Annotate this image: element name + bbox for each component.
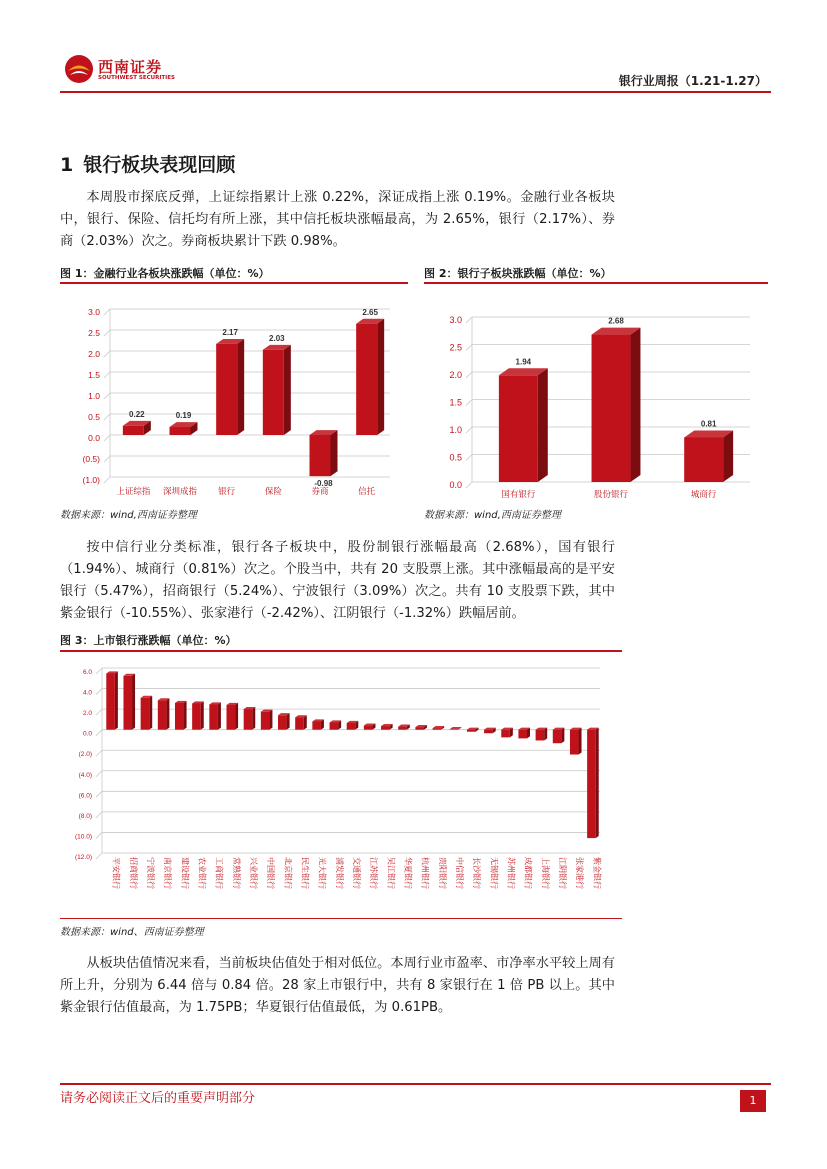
bar <box>312 721 321 729</box>
bar <box>415 727 424 730</box>
x-tick-label: 浦发银行 <box>334 857 344 889</box>
grid-wall-line <box>96 750 102 756</box>
x-tick-label: 上证综指 <box>116 487 151 497</box>
x-tick-label: 股份银行 <box>593 490 629 500</box>
figure-2-source: 数据来源：wind,西南证券整理 <box>424 510 561 521</box>
bar <box>310 435 331 476</box>
bar <box>244 709 253 730</box>
bar <box>123 426 144 435</box>
y-tick-label: 3.0 <box>449 315 462 325</box>
x-tick-label: 交通银行 <box>352 857 361 889</box>
x-tick-label: 苏州银行 <box>506 857 516 889</box>
bar <box>209 704 218 729</box>
bar-side <box>561 728 564 744</box>
grid-wall-line <box>96 709 102 715</box>
figure-1-chart <box>60 285 408 500</box>
bar <box>158 700 167 729</box>
x-tick-label: 城商行 <box>690 490 717 500</box>
figure-3-source: 数据来源：wind、西南证券整理 <box>60 927 204 938</box>
y-tick-label: 0.0 <box>449 480 462 490</box>
figure-2-svg <box>424 285 768 500</box>
y-tick-label: 1.0 <box>88 391 100 401</box>
figure-2-chart <box>424 285 768 500</box>
x-tick-label: 无锡银行 <box>489 857 499 889</box>
x-tick-label: 上海银行 <box>540 857 550 889</box>
grid-wall-line <box>466 455 472 461</box>
header-divider <box>60 91 771 93</box>
bar-side <box>630 328 640 482</box>
bar <box>381 726 390 730</box>
figure-3-title: 图 3：上市银行涨跌幅（单位：%） <box>60 634 237 647</box>
x-tick-label: 深圳成指 <box>162 487 198 497</box>
logo-subtext: SOUTHWEST SECURITIES <box>98 75 175 81</box>
grid-wall-line <box>96 812 102 818</box>
grid-wall-line <box>104 456 110 462</box>
figure-3-svg <box>60 653 622 918</box>
data-label: 0.22 <box>129 409 145 419</box>
bar <box>484 730 493 734</box>
bar-side <box>723 430 733 482</box>
bar <box>450 729 459 730</box>
bar-side <box>538 368 548 482</box>
page-number: 1 <box>740 1090 766 1112</box>
x-tick-label: 江阴银行 <box>558 857 568 889</box>
y-tick-label: (4.0) <box>78 771 92 779</box>
y-tick-label: 3.0 <box>88 307 100 317</box>
bar-top <box>450 727 462 729</box>
grid-wall-line <box>104 414 110 420</box>
grid-wall-line <box>96 771 102 777</box>
bar-side <box>252 707 255 730</box>
x-tick-label: 国有银行 <box>501 490 536 500</box>
bar <box>467 730 476 732</box>
y-tick-label: (1.0) <box>82 475 100 485</box>
y-tick-label: (6.0) <box>78 792 92 800</box>
data-label: 2.03 <box>269 333 285 343</box>
data-label: -0.98 <box>314 479 333 489</box>
y-tick-label: 0.0 <box>82 730 92 738</box>
y-tick-label: 2.0 <box>88 349 100 359</box>
bar <box>347 723 356 730</box>
y-tick-label: (12.0) <box>75 854 92 861</box>
bar-side <box>579 728 582 755</box>
y-tick-label: 2.5 <box>88 328 100 338</box>
x-tick-label: 北京银行 <box>283 857 293 889</box>
logo-icon <box>64 54 94 84</box>
y-tick-label: 1.0 <box>449 425 462 435</box>
data-label: 0.81 <box>700 419 717 429</box>
bar-side <box>287 713 290 729</box>
grid-wall-line <box>96 668 102 674</box>
figure-3-chart <box>60 653 622 918</box>
x-tick-label: 招商银行 <box>128 857 138 889</box>
section-title <box>60 150 235 177</box>
figure-3-rule <box>60 650 622 652</box>
bar-side <box>544 728 547 741</box>
bar <box>587 730 596 838</box>
bar <box>536 730 545 741</box>
paragraph-1: 本周股市探底反弹，上证综指累计上涨 0.22%，深证成指上涨 0.19%。金融行业各板块中，银行、保险、信托均有所上涨，其中信托板块涨幅最高，为 2.65%，银行（2.17%）、券商（2.03%）次之。券商板块累计下跌 0.98%。 <box>60 190 615 249</box>
bar-side <box>132 674 135 730</box>
x-tick-label: 张家港行 <box>575 857 585 889</box>
bar <box>263 350 284 435</box>
grid-wall-line <box>466 345 472 351</box>
x-tick-label: 长沙银行 <box>472 857 482 889</box>
footer-divider <box>60 1083 771 1085</box>
bar-side <box>235 703 238 730</box>
grid-wall-line <box>466 427 472 433</box>
y-tick-label: 0.5 <box>88 412 100 422</box>
bar <box>356 324 377 435</box>
x-tick-label: 中信银行 <box>455 857 465 889</box>
x-tick-label: 银行 <box>218 487 236 497</box>
grid-wall-line <box>104 477 110 483</box>
figure-1-rule <box>60 282 408 284</box>
y-tick-label: 1.5 <box>449 397 462 408</box>
grid-wall-line <box>466 317 472 323</box>
footer-disclaimer: 请务必阅读正文后的重要声明部分 <box>60 1091 256 1106</box>
y-tick-label: 0.5 <box>449 452 462 463</box>
grid-wall-line <box>104 393 110 399</box>
data-label: 2.17 <box>222 327 238 337</box>
y-tick-label: (0.5) <box>82 454 100 464</box>
x-tick-label: 中国银行 <box>266 857 276 889</box>
x-tick-label: 紫金银行 <box>592 857 602 889</box>
bar-side <box>304 715 307 729</box>
x-tick-label: 光大银行 <box>317 857 327 889</box>
bar <box>553 730 562 744</box>
bar <box>278 715 287 729</box>
x-tick-label: 信托 <box>358 487 376 497</box>
grid-wall-line <box>96 853 102 859</box>
grid-wall-line <box>104 372 110 378</box>
y-tick-label: 2.0 <box>82 710 92 718</box>
grid-wall-line <box>466 482 472 488</box>
y-tick-label: 2.5 <box>449 342 462 353</box>
figure-1-source: 数据来源：wind,西南证券整理 <box>60 510 197 521</box>
bar <box>570 730 579 755</box>
bar <box>364 726 373 730</box>
grid-wall-line <box>466 400 472 406</box>
x-tick-label: 民生银行 <box>300 857 310 889</box>
grid-wall-line <box>104 309 110 315</box>
y-tick-label: (2.0) <box>78 751 92 759</box>
bar <box>518 730 527 739</box>
x-tick-label: 常熟银行 <box>231 857 241 889</box>
paragraph-3: 从板块估值情况来看，当前板块估值处于相对低位。本周行业市盈率、市净率水平较上周有所上升，分别为 6.44 倍与 0.84 倍。28 家上市银行中，共有 8 家银行在 1 倍 PB 以上。其中紫金银行估值最高，为 1.75PB；华夏银行估值最低，为 0.61PB。 <box>60 956 615 1015</box>
grid-wall-line <box>466 372 472 378</box>
x-tick-label: 保险 <box>264 487 282 497</box>
x-tick-label: 兴业银行 <box>248 857 258 889</box>
x-tick-label: 工商银行 <box>214 857 224 889</box>
y-tick-label: 6.0 <box>82 669 92 676</box>
bar-side <box>115 671 118 729</box>
x-tick-label: 宁波银行 <box>145 857 155 889</box>
bar-side <box>596 728 599 839</box>
bar-side <box>166 698 169 729</box>
figure-1-title: 图 1：金融行业各板块涨跌幅（单位：%） <box>60 267 270 280</box>
bar-side <box>377 319 384 435</box>
y-tick-label: (8.0) <box>78 812 92 820</box>
x-tick-label: 农业银行 <box>197 857 207 889</box>
x-tick-label: 杭州银行 <box>420 857 430 889</box>
grid-wall-line <box>96 689 102 695</box>
x-tick-label: 券商 <box>311 487 329 497</box>
x-tick-label: 建设银行 <box>180 857 190 889</box>
y-tick-label: (10.0) <box>75 833 92 841</box>
grid-wall-line <box>104 351 110 357</box>
bar <box>501 730 510 738</box>
bar <box>433 728 442 730</box>
data-label: 1.94 <box>515 357 532 367</box>
grid-wall-line <box>104 435 110 441</box>
y-tick-label: 4.0 <box>82 689 92 697</box>
data-label: 0.19 <box>175 411 192 421</box>
x-tick-label: 江苏银行 <box>369 857 379 889</box>
bar-side <box>284 345 291 435</box>
logo-text: 西南证券 <box>98 58 163 76</box>
bar <box>592 335 631 482</box>
bar <box>295 717 304 729</box>
bar <box>499 375 538 482</box>
section-title-text: 银行板块表现回顾 <box>83 154 236 176</box>
bar-side <box>149 696 152 730</box>
bar <box>141 698 150 730</box>
figure-1-svg <box>60 285 408 500</box>
x-tick-label: 南京银行 <box>163 857 173 889</box>
bar <box>123 676 132 730</box>
x-tick-label: 华夏银行 <box>403 857 413 889</box>
bar <box>170 427 191 435</box>
grid-wall-line <box>96 730 102 736</box>
bar <box>192 703 201 729</box>
grid-wall-line <box>96 832 102 838</box>
bar-side <box>237 339 244 435</box>
bar <box>175 703 184 730</box>
y-tick-label: 0.0 <box>88 433 100 443</box>
bar-side <box>269 710 272 730</box>
bar-side <box>331 430 338 476</box>
figure-2-title: 图 2：银行子板块涨跌幅（单位：%） <box>424 267 612 280</box>
data-label: 2.65 <box>362 307 378 317</box>
bar <box>216 344 237 435</box>
bar <box>684 437 723 482</box>
x-tick-label: 平安银行 <box>111 857 121 889</box>
bar-side <box>201 701 204 729</box>
bar <box>261 712 270 730</box>
figure-2-rule <box>424 282 768 284</box>
bar-side <box>218 702 221 729</box>
paragraph-2: 按中信行业分类标准，银行各子板块中，股份制银行涨幅最高（2.68%），国有银行（1.94%）、城商行（0.81%）次之。个股当中，共有 20 支股票上涨。其中涨幅最高的是平安银行（5.47%），招商银行（5.24%）、宁波银行（3.09%）次之。共有 10 支股票下跌，其中紫金银行（-10.55%）、张家港行（-2.42%）、江阴银行（-1.32%）跌幅居前。 <box>60 540 615 621</box>
y-tick-label: 1.5 <box>88 370 100 380</box>
bar <box>398 727 407 730</box>
grid-wall-line <box>96 791 102 797</box>
data-label: 2.68 <box>608 316 624 326</box>
x-tick-label: 吴江银行 <box>386 857 396 889</box>
bar <box>330 722 339 729</box>
bar <box>227 705 236 730</box>
figure-3-bottom-rule <box>60 918 622 919</box>
x-tick-label: 贵阳银行 <box>437 857 447 889</box>
grid-wall-line <box>104 330 110 336</box>
x-tick-label: 成都银行 <box>523 857 533 889</box>
bar-side <box>184 701 187 730</box>
y-tick-label: 2.0 <box>449 370 462 380</box>
section-number: 1 <box>60 154 74 176</box>
report-title: 银行业周报（1.21-1.27） <box>618 74 767 88</box>
bar <box>106 673 115 729</box>
